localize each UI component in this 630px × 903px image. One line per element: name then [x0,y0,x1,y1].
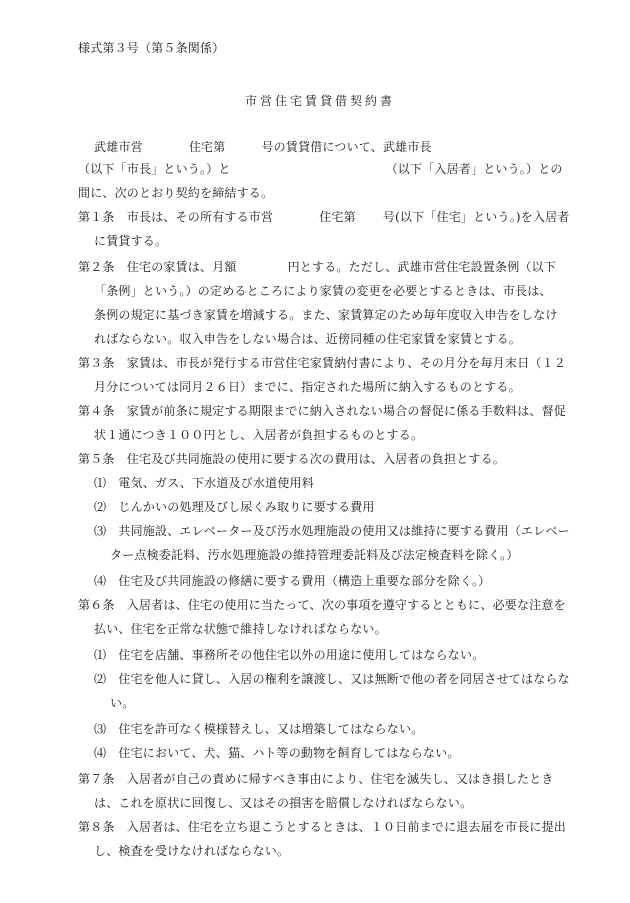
article-8-line-1: 第８条 入居者は、住宅を立ち退こうとするときは、１０日前までに退去届を市長に提出 [78,820,567,834]
article-1-line-2: に賃貸する。 [94,234,168,248]
article-6-item-1: ⑴ 住宅を店舗、事務所その他住宅以外の用途に使用してはならない。 [94,648,485,662]
article-5-item-2: ⑵ じんかいの処理及びし尿くみ取りに要する費用 [94,500,375,514]
article-5-line-1: 第５条 住宅及び共同施設の使用に要する次の費用は、入居者の負担とする。 [78,452,506,466]
article-7-line-1: 第７条 入居者が自己の責めに帰すべき事由により、住宅を滅失し、又はき損したとき [78,772,554,786]
article-1-part-a: 第１条 市長は、その所有する市営 [78,210,274,224]
article-5-item-1: ⑴ 電気、ガス、下水道及び水道使用料 [94,476,314,490]
document-title: 市営住宅賃貸借契約書 [245,94,396,108]
preamble-line-1 [94,139,432,155]
preamble-tenant-def: （以下「入居者」という。）との [385,162,563,176]
article-5-item-3-line-2: ター点検委託料、汚水処理施設の維持管理委託料及び法定検査料を除く。） [110,548,519,562]
article-6-line-1: 第６条 入居者は、住宅の使用に当たって、次の事項を遵守するとともに、必要な注意を [78,598,566,612]
article-8-line-2: し、検査を受けなければならない。 [94,844,290,858]
article-5-item-3-line-1: ⑶ 共同施設、エレベーター及び汚水処理施設の使用又は維持に要する費用（エレベー [94,524,570,538]
article-2-line-3: 条例の規定に基づき家賃を増減する。また、家賃算定のため毎年度収入申告をしなけ [94,308,558,322]
article-2-part-b: 円とする。ただし、武雄市営住宅設置条例（以下 [287,260,557,274]
preamble-line-2 [78,161,563,177]
article-4-line-2: 状１通につき１００円とし、入居者が負担するものとする。 [94,428,424,442]
article-7-line-2: は、これを原状に回復し、又はその損害を賠償しなければならない。 [94,796,473,810]
article-3-line-1: 第３条 家賃は、市長が発行する市営住宅家賃納付書により、その月分を毎月末日（１２ [78,356,567,370]
article-6-item-4: ⑷ 住宅において、犬、猫、ハト等の動物を飼育してはならない。 [94,746,460,760]
form-number: 様式第３号（第５条関係） [78,41,225,55]
article-2-line-1 [78,259,556,275]
article-6-item-2-line-2: い。 [110,696,135,710]
article-1-part-b: 住宅第 [319,210,356,224]
article-6-item-3: ⑶ 住宅を許可なく模様替えし、又は増築してはならない。 [94,722,424,736]
article-4-line-1: 第４条 家賃が前条に規定する期限までに納入されない場合の督促に係る手数料は、督促 [78,404,567,418]
article-3-line-2: 月分については同月２６日）までに、指定された場所に納入するものとする。 [94,380,521,394]
article-1-line-1 [78,209,570,225]
article-2-part-a: 第２条 住宅の家賃は、月額 [78,260,237,274]
article-5-item-4: ⑷ 住宅及び共同施設の修繕に要する費用（構造上重要な部分を除く。） [94,574,491,588]
article-6-item-2-line-1: ⑵ 住宅を他人に貸し、入居の権利を譲渡し、又は無断で他の者を同居させてはならな [94,672,570,686]
preamble-city-housing: 武雄市営 [94,140,143,154]
preamble-housing-no: 住宅第 [188,140,226,154]
article-1-part-c: 号(以下「住宅」という。)を入居者 [382,210,570,224]
article-2-line-4: ればならない。収入申告をしない場合は、近傍同種の住宅家賃を家賃とする。 [94,332,522,346]
article-6-line-2: 払い、住宅を正常な状態で維持しなければならない。 [94,622,387,636]
article-2-line-2: 「条例」という。）の定めるところにより家賃の変更を必要とするときは、市長は、 [94,284,552,298]
preamble-mayor-def: （以下「市長」という。）と [78,162,231,176]
preamble-line-3: 間に、次のとおり契約を締結する。 [78,186,274,200]
preamble-lease-mayor: 号の賃貸借について、武雄市長 [261,140,432,154]
